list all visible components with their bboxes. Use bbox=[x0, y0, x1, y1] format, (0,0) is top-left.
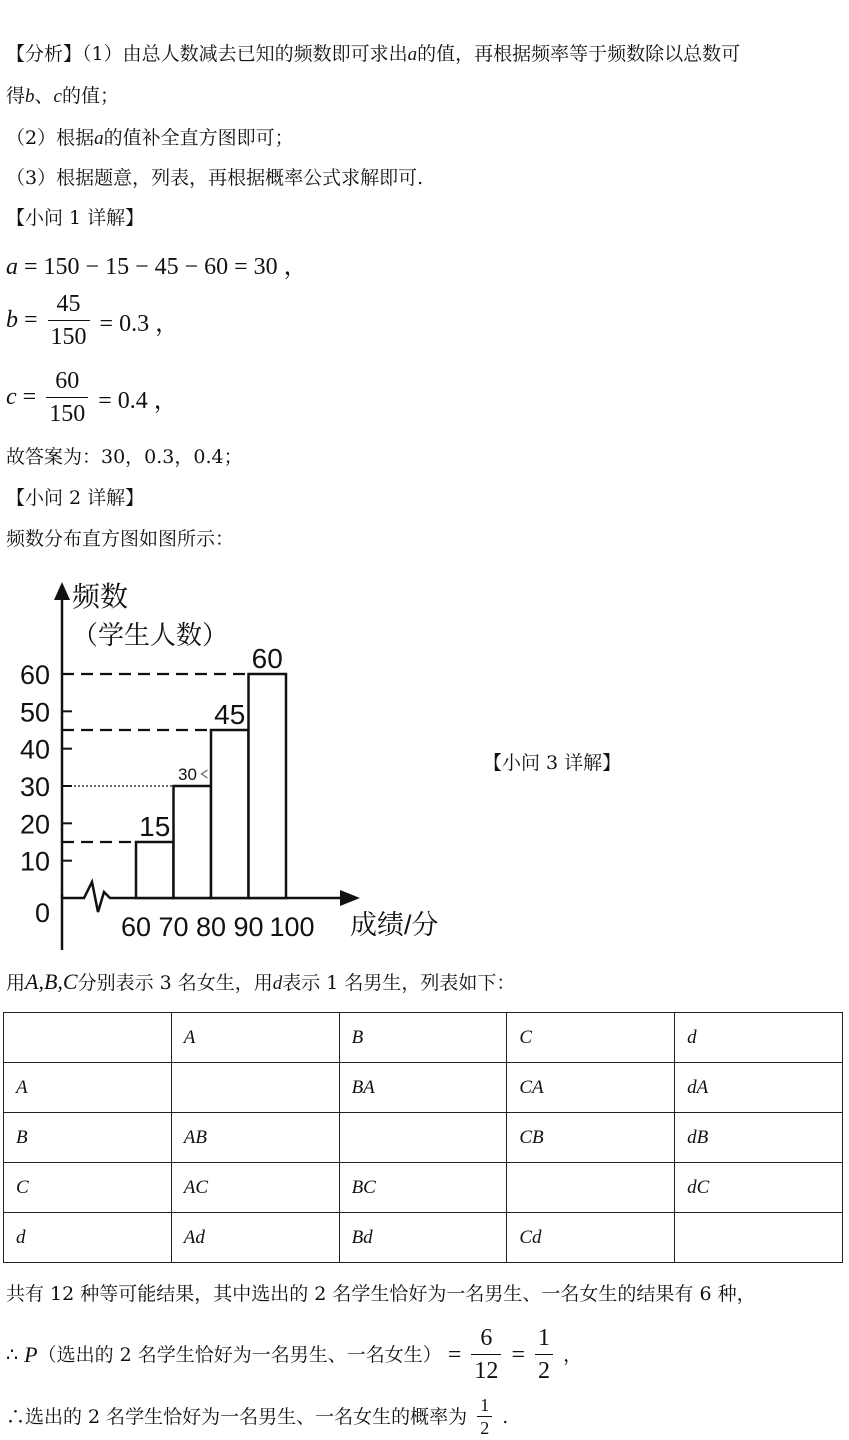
analysis-text: （2）根据 bbox=[6, 127, 95, 149]
table-row bbox=[4, 1063, 843, 1113]
table-cell: d bbox=[675, 1013, 843, 1063]
histogram-bar bbox=[211, 730, 249, 898]
data-label: 15 bbox=[139, 811, 171, 842]
denominator: 150 bbox=[49, 401, 86, 427]
probability-condition: （选出的 2 名学生恰好为一名男生、一名女生） bbox=[37, 1343, 442, 1366]
q3-intro bbox=[6, 970, 515, 996]
probability-equation bbox=[6, 1324, 582, 1385]
numerator: 6 bbox=[471, 1324, 501, 1355]
fraction bbox=[471, 1324, 501, 1385]
histogram-bar bbox=[136, 842, 174, 898]
y-tick-label: 10 bbox=[19, 846, 50, 877]
equals-sign: = bbox=[447, 1341, 462, 1368]
table-cell: B bbox=[339, 1013, 507, 1063]
table-cell: AB bbox=[171, 1113, 339, 1163]
histogram-chart bbox=[0, 570, 470, 950]
analysis-text: 的值，再根据频率等于频数除以总数可 bbox=[417, 43, 741, 65]
y-tick-label: 50 bbox=[19, 697, 50, 728]
table-row bbox=[4, 1013, 843, 1063]
equation-a bbox=[6, 246, 308, 281]
variable-p: P bbox=[24, 1341, 38, 1367]
table-cell bbox=[507, 1163, 675, 1213]
therefore-symbol: ∴ bbox=[6, 1343, 19, 1366]
variable-c: c bbox=[6, 384, 17, 410]
table-cell: A bbox=[171, 1013, 339, 1063]
numerator: 45 bbox=[48, 290, 90, 321]
table-cell: CB bbox=[507, 1113, 675, 1163]
x-tick-label: 60 bbox=[120, 912, 152, 942]
histogram-bar bbox=[174, 786, 212, 898]
data-label: 60 bbox=[251, 643, 283, 674]
y-tick-label: 30 bbox=[19, 772, 50, 802]
q3-heading: 【小问 3 详解】 bbox=[483, 752, 622, 774]
denominator: 2 bbox=[480, 1418, 490, 1438]
table-row bbox=[4, 1213, 843, 1263]
table-cell: Ad bbox=[171, 1213, 339, 1263]
y-tick-label: 20 bbox=[19, 809, 50, 840]
y-axis-label: 频数 bbox=[72, 581, 129, 612]
fraction bbox=[48, 290, 90, 351]
equation-b bbox=[6, 290, 179, 351]
table-cell: BA bbox=[339, 1063, 507, 1113]
table-cell: dC bbox=[675, 1163, 843, 1213]
conclusion bbox=[6, 1396, 508, 1437]
outcome-table bbox=[3, 1012, 843, 1263]
table-cell: C bbox=[507, 1013, 675, 1063]
q1-heading: 【小问 1 详解】 bbox=[6, 207, 145, 229]
denominator: 12 bbox=[474, 1358, 499, 1384]
table-cell bbox=[675, 1213, 843, 1263]
variable-b: b bbox=[6, 307, 18, 333]
intro-text: 用 bbox=[6, 972, 26, 994]
annotation-arrow-icon bbox=[202, 770, 208, 778]
y-axis-arrow bbox=[54, 582, 70, 600]
conclusion-text: ∴选出的 2 名学生恰好为一名男生、一名女生的概率为 bbox=[6, 1405, 468, 1428]
variable-c: c bbox=[53, 86, 62, 107]
analysis-line-4: （3）根据题意，列表，再根据概率公式求解即可. bbox=[6, 167, 424, 189]
denominator: 2 bbox=[538, 1358, 551, 1384]
denominator: 150 bbox=[50, 324, 87, 350]
data-label: 30 bbox=[178, 765, 197, 784]
table-cell: dB bbox=[675, 1113, 843, 1163]
punctuation: . bbox=[502, 1405, 509, 1428]
table-cell: BC bbox=[339, 1163, 507, 1213]
punctuation: ， bbox=[563, 1343, 583, 1366]
histogram-bar bbox=[249, 674, 287, 898]
intro-text: 分别表示 3 名女生，用 bbox=[77, 972, 273, 994]
fraction bbox=[477, 1396, 492, 1437]
numerator: 60 bbox=[46, 367, 88, 398]
x-tick-label: 80 bbox=[195, 912, 227, 942]
table-cell: AC bbox=[171, 1163, 339, 1213]
table-cell: B bbox=[4, 1113, 172, 1163]
table-cell: Cd bbox=[507, 1213, 675, 1263]
analysis-line-2 bbox=[6, 84, 119, 109]
numerator: 1 bbox=[535, 1324, 553, 1355]
table-cell bbox=[171, 1063, 339, 1113]
table-cell: d bbox=[4, 1213, 172, 1263]
fraction bbox=[46, 367, 88, 428]
table-row bbox=[4, 1163, 843, 1213]
analysis-line-3 bbox=[6, 126, 294, 151]
q2-intro: 频数分布直方图如图所示： bbox=[6, 528, 235, 550]
variable-d: d bbox=[272, 973, 283, 994]
data-label: 45 bbox=[214, 699, 246, 730]
table-cell: Bd bbox=[339, 1213, 507, 1263]
equals-sign: = bbox=[24, 307, 38, 333]
table-cell bbox=[4, 1013, 172, 1063]
y-axis-sublabel: （学生人数） bbox=[72, 620, 229, 650]
table-cell: dA bbox=[675, 1063, 843, 1113]
x-tick-label: 100 bbox=[269, 912, 315, 942]
y-tick-label: 0 bbox=[34, 898, 50, 928]
variable-a: a bbox=[407, 44, 418, 65]
analysis-text: 的值补全直方图即可； bbox=[103, 127, 294, 149]
table-cell: CA bbox=[507, 1063, 675, 1113]
q1-answer: 故答案为：30，0.3，0.4； bbox=[6, 446, 243, 468]
variable-a: a bbox=[6, 254, 18, 280]
equals-sign: = bbox=[511, 1341, 525, 1368]
separator: 、 bbox=[34, 85, 54, 107]
x-tick-label: 90 bbox=[233, 912, 264, 942]
analysis-text: 【分析】（1）由总人数减去已知的频数即可求出 bbox=[6, 43, 408, 65]
x-tick-label: 70 bbox=[158, 912, 189, 942]
intro-text: 表示 1 名男生，列表如下： bbox=[282, 972, 516, 994]
analysis-text: 的值； bbox=[61, 85, 119, 107]
table-row bbox=[4, 1113, 843, 1163]
variable-a: a bbox=[94, 128, 104, 149]
equation-b-result: = 0.3 ， bbox=[99, 311, 180, 337]
equals-sign: = bbox=[22, 384, 37, 410]
result-statement: 共有 12 种等可能结果，其中选出的 2 名学生恰好为一名男生、一名女生的结果有 6 种， bbox=[6, 1283, 756, 1305]
equation-c bbox=[6, 367, 178, 428]
q2-heading: 【小问 2 详解】 bbox=[6, 487, 145, 509]
y-tick-label: 60 bbox=[19, 660, 50, 690]
variables-abc: A,B,C bbox=[25, 969, 78, 994]
numerator: 1 bbox=[477, 1396, 492, 1417]
equation-c-result: = 0.4 ， bbox=[98, 388, 178, 414]
x-axis-label: 成绩/分 bbox=[350, 910, 439, 940]
y-tick-label: 40 bbox=[19, 734, 50, 765]
table-cell: C bbox=[4, 1163, 172, 1213]
table-cell: A bbox=[4, 1063, 172, 1113]
equation-a-body: = 150 − 15 − 45 − 60 = 30 ， bbox=[24, 254, 308, 280]
table-cell bbox=[339, 1113, 507, 1163]
analysis-line-1 bbox=[6, 42, 740, 67]
analysis-text: 得 bbox=[6, 85, 26, 107]
x-axis-arrow bbox=[340, 890, 360, 906]
fraction bbox=[535, 1324, 553, 1385]
variable-b: b bbox=[25, 86, 35, 107]
